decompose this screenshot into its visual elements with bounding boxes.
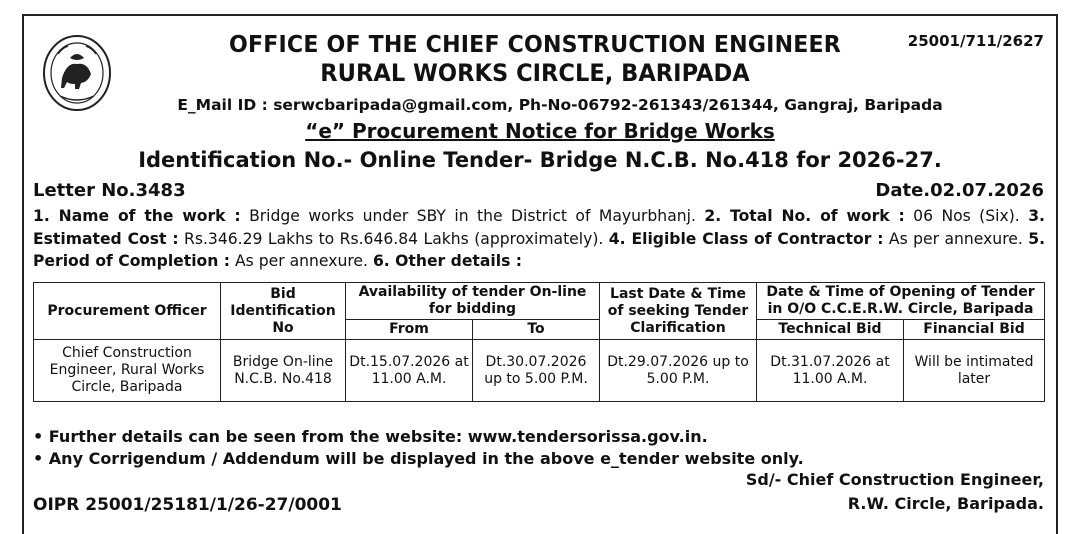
detail-value-name-of-work: Bridge works under SBY in the District of Mayurbhanj. [240,207,705,225]
cell-to: Dt.30.07.2026 up to 5.00 P.M. [473,340,600,402]
table-header-row [34,283,1045,320]
col-opening: Date & Time of Opening of Tender in O/O C.C.E.R.W. Circle, Baripada [757,283,1045,320]
circle-title: RURAL WORKS CIRCLE, BARIPADA [320,59,750,87]
identification-line: Identification No.- Online Tender- Bridge N.C.B. No.418 for 2026-27. [138,148,942,172]
detail-value-eligible-class: As per annexure. [883,229,1029,248]
cell-from: Dt.15.07.2026 at 11.00 A.M. [346,340,473,402]
contact-line: E_Mail ID : serwcbaripada@gmail.com, Ph-No-06792-261343/261344, Gangraj, Baripada [177,96,943,114]
detail-label-period: 5. Period of Completion : [33,229,1045,270]
table-row [34,340,1045,402]
detail-value-estimated-cost: Rs.346.29 Lakhs to Rs.646.84 Lakhs (approximately). [178,229,609,248]
signatory-line-2: R.W. Circle, Baripada. [847,494,1044,513]
col-procurement-officer: Procurement Officer [34,283,221,340]
detail-value-period: As per annexure. [230,252,373,270]
note-corrigendum: • Any Corrigendum / Addendum will be displayed in the above e_tender website only. [33,449,804,468]
tender-schedule-table [33,282,1045,402]
detail-label-other-details: 6. Other details : [372,252,523,270]
detail-label-name-of-work: 1. Name of the work : [33,207,241,225]
detail-label-estimated-cost: 3. Estimated Cost : [33,207,1045,248]
notes-list [33,426,804,470]
cell-bid-id: Bridge On-line N.C.B. No.418 [221,340,346,402]
cell-financial: Will be intimated later [904,340,1045,402]
col-from: From [346,320,473,340]
col-to: To [473,320,600,340]
col-technical-bid: Technical Bid [757,320,904,340]
odisha-government-seal-icon [40,32,114,114]
col-financial-bid: Financial Bid [904,320,1045,340]
detail-label-total-works: 2. Total No. of work : [704,207,905,225]
cell-last-date: Dt.29.07.2026 up to 5.00 P.M. [600,340,757,402]
tender-details [33,205,1045,273]
cell-technical: Dt.31.07.2026 at 11.00 A.M. [757,340,904,402]
col-bid-identification: Bid Identification No [221,283,346,340]
signatory-line-1: Sd/- Chief Construction Engineer, [745,470,1044,489]
reference-number: 25001/711/2627 [907,32,1044,50]
oipr-number: OIPR 25001/25181/1/26-27/0001 [33,495,342,515]
note-website: • Further details can be seen from the website: www.tendersorissa.gov.in. [33,427,708,446]
col-availability: Availability of tender On-line for bidding [346,283,600,320]
office-title: OFFICE OF THE CHIEF CONSTRUCTION ENGINEER [228,30,842,58]
detail-label-eligible-class: 4. Eligible Class of Contractor : [608,229,884,248]
col-last-date: Last Date & Time of seeking Tender Clarification [600,283,757,340]
cell-officer: Chief Construction Engineer, Rural Works Circle, Baripada [34,340,221,402]
letter-number: Letter No.3483 [33,180,186,201]
notice-title: “e” Procurement Notice for Bridge Works [305,119,775,143]
detail-value-total-works: 06 Nos (Six). [904,207,1020,225]
letter-date: Date.02.07.2026 [875,180,1044,201]
